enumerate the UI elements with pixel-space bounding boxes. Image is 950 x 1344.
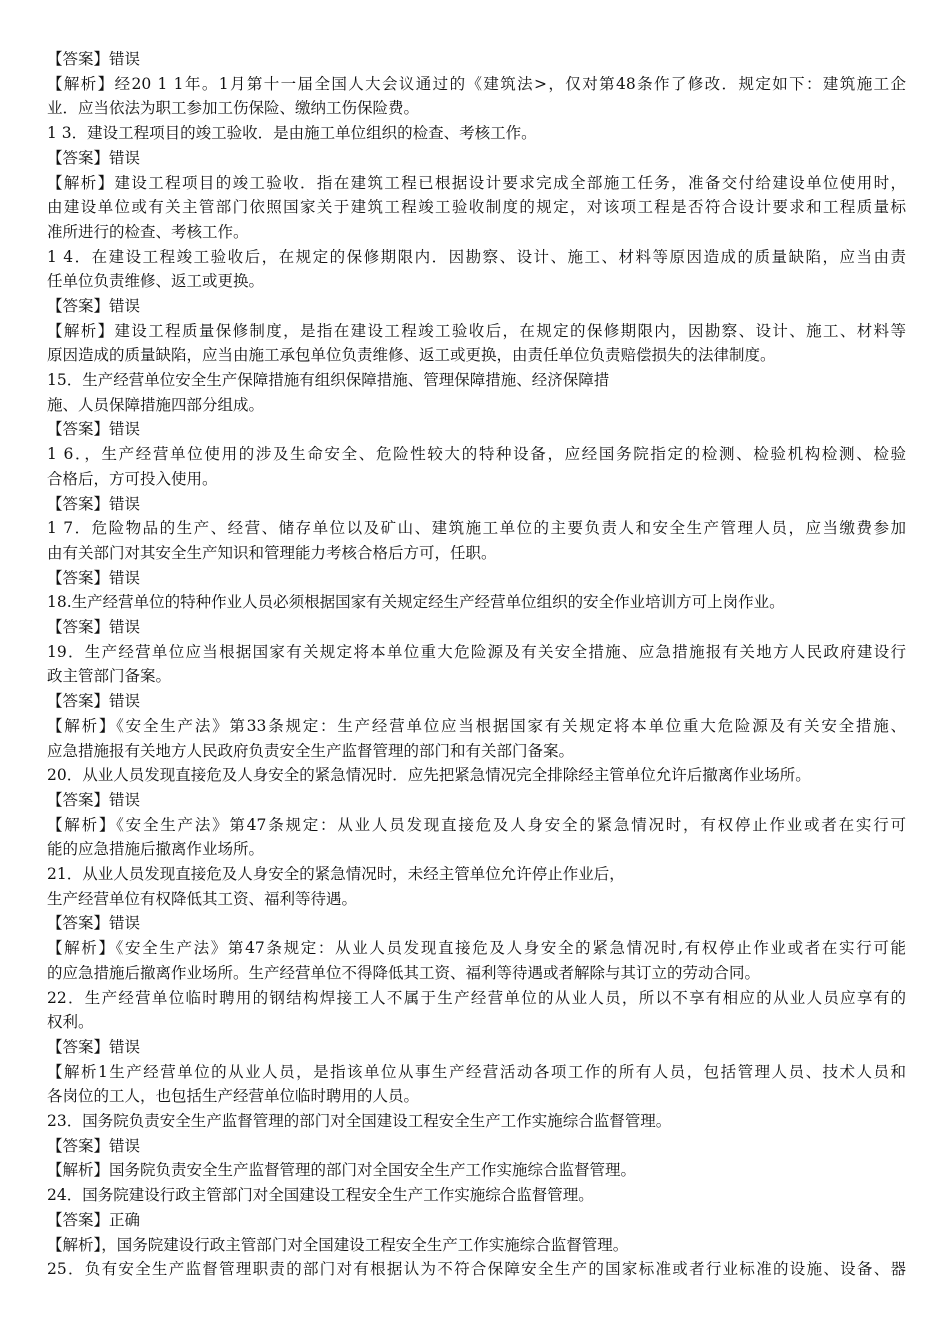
text-line: 由建设单位或有关主管部门依照国家关于建筑工程竣工验收制度的规定，对该项工程是否符合设计要求和工程质量标 xyxy=(47,198,906,217)
text-line: 【答案】错误 xyxy=(47,494,141,513)
text-line: 各岗位的工人，也包括生产经营单位临时聘用的人员。 xyxy=(47,1087,420,1106)
text-line: 1 7．危险物品的生产、经营、储存单位以及矿山、建筑施工单位的主要负责人和安全生产管理人员，应当缴费参加 xyxy=(47,519,906,538)
text-line: 能的应急措施后撤离作业场所。 xyxy=(47,840,265,859)
text-line: 【答案】错误 xyxy=(47,790,141,809)
text-line: 【答案】错误 xyxy=(47,296,141,315)
text-line: 【解析】建设工程项目的竣工验收．指在建筑工程已根据设计要求完成全部施工任务，准备交付给建设单位使用时， xyxy=(47,173,906,192)
text-line: 政主管部门备案。 xyxy=(47,667,172,686)
text-line: 23．国务院负责安全生产监督管理的部门对全国建设工程安全生产工作实施综合监督管理。 xyxy=(47,1112,672,1131)
text-line: 15．生产经营单位安全生产保障措施有组织保障措施、管理保障措施、经济保障措 xyxy=(47,371,610,390)
text-line: 的应急措施后撤离作业场所。生产经营单位不得降低其工资、福利等待遇或者解除与其订立的劳动合同。 xyxy=(47,963,761,982)
text-line: 准所进行的检查、考核工作。 xyxy=(47,222,249,241)
text-line: 【答案】错误 xyxy=(47,50,141,68)
text-line: 18.生产经营单位的特种作业人员必须根据国家有关规定经生产经营单位组织的安全作业培训方可上岗作业。 xyxy=(47,593,785,612)
text-line: 原因造成的质量缺陷，应当由施工承包单位负责维修、返工或更换，由责任单位负责赔偿损失的法律制度。 xyxy=(47,346,776,365)
text-line: 【答案】错误 xyxy=(47,420,141,439)
text-line: 任单位负责维修、返工或更换。 xyxy=(47,272,265,291)
text-line: 合格后，方可投入使用。 xyxy=(47,469,218,488)
text-line: 【答案】错误 xyxy=(47,1136,141,1155)
text-line: 权利。 xyxy=(47,1013,94,1032)
text-line: 【解析】经20 1 1年。1月第十一届全国人大会议通过的《建筑法>，仅对第48条作了修改．规定如下：建筑施工企 xyxy=(47,74,906,93)
text-line: 【解析】，国务院建设行政主管部门对全国建设工程安全生产工作实施综合监督管理。 xyxy=(47,1235,629,1254)
text-line: 1 6．，生产经营单位使用的涉及生命安全、危险性较大的特种设备，应经国务院指定的检测、检验机构检测、检验 xyxy=(47,445,906,464)
text-line: 【解析】建设工程质量保修制度，是指在建设工程竣工验收后，在规定的保修期限内，因勘察、设计、施工、材料等 xyxy=(47,321,906,340)
text-line: 【答案】错误 xyxy=(47,148,141,167)
text-line: 22．生产经营单位临时聘用的钢结构焊接工人不属于生产经营单位的从业人员，所以不享有相应的从业人员应享有的 xyxy=(47,988,906,1007)
text-line: 【解析】《安全生产法》第47条规定：从业人员发现直接危及人身安全的紧急情况时,有权停止作业或者在实行可能 xyxy=(47,939,906,958)
text-line: 【解析】《安全生产法》第47条规定：从业人员发现直接危及人身安全的紧急情况时，有权停止作业或者在实行可 xyxy=(47,815,906,834)
text-line: 1 4．在建设工程竣工验收后，在规定的保修期限内．因勘察、设计、施工、材料等原因造成的质量缺陷，应当由责 xyxy=(47,247,906,266)
text-line: 25．负有安全生产监督管理职责的部门对有根据认为不符合保障安全生产的国家标准或者行业标准的设施、设备、器 xyxy=(47,1260,906,1279)
text-line: 业．应当依法为职工参加工伤保险、缴纳工伤保险费。 xyxy=(47,99,420,118)
text-line: 19．生产经营单位应当根据国家有关规定将本单位重大危险源及有关安全措施、应急措施报有关地方人民政府建设行 xyxy=(47,642,906,661)
text-line: 【答案】错误 xyxy=(47,618,141,637)
text-line: 【解析】《安全生产法》第33条规定：生产经营单位应当根据国家有关规定将本单位重大危险源及有关安全措施、 xyxy=(47,716,906,735)
text-line: 1 3．建设工程项目的竣工验收．是由施工单位组织的检查、考核工作。 xyxy=(47,124,537,143)
text-line: 【解析】国务院负责安全生产监督管理的部门对全国安全生产工作实施综合监督管理。 xyxy=(47,1161,637,1180)
text-line: 施、人员保障措施四部分组成。 xyxy=(47,395,265,414)
text-line: 【答案】错误 xyxy=(47,1037,141,1056)
text-line: 【答案】错误 xyxy=(47,568,141,587)
text-line: 应急措施报有关地方人民政府负责安全生产监督管理的部门和有关部门备案。 xyxy=(47,741,575,760)
text-line: 20．从业人员发现直接危及人身安全的紧急情况时．应先把紧急情况完全排除经主管单位允许后撤离作业场所。 xyxy=(47,766,811,785)
text-line: 由有关部门对其安全生产知识和管理能力考核合格后方可，任职。 xyxy=(47,543,497,562)
text-line: 【答案】正确 xyxy=(47,1210,141,1229)
text-line: 24．国务院建设行政主管部门对全国建设工程安全生产工作实施综合监督管理。 xyxy=(47,1186,594,1205)
text-line: 【答案】错误 xyxy=(47,914,141,933)
text-line: 生产经营单位有权降低其工资、福利等待遇。 xyxy=(47,889,358,908)
text-line: 【答案】错误 xyxy=(47,692,141,711)
text-line: 【解析1生产经营单位的从业人员，是指该单位从事生产经营活动各项工作的所有人员，包括管理人员、技术人员和 xyxy=(47,1062,906,1081)
text-line: 21．从业人员发现直接危及人身安全的紧急情况时，未经主管单位允许停止作业后， xyxy=(47,865,625,884)
